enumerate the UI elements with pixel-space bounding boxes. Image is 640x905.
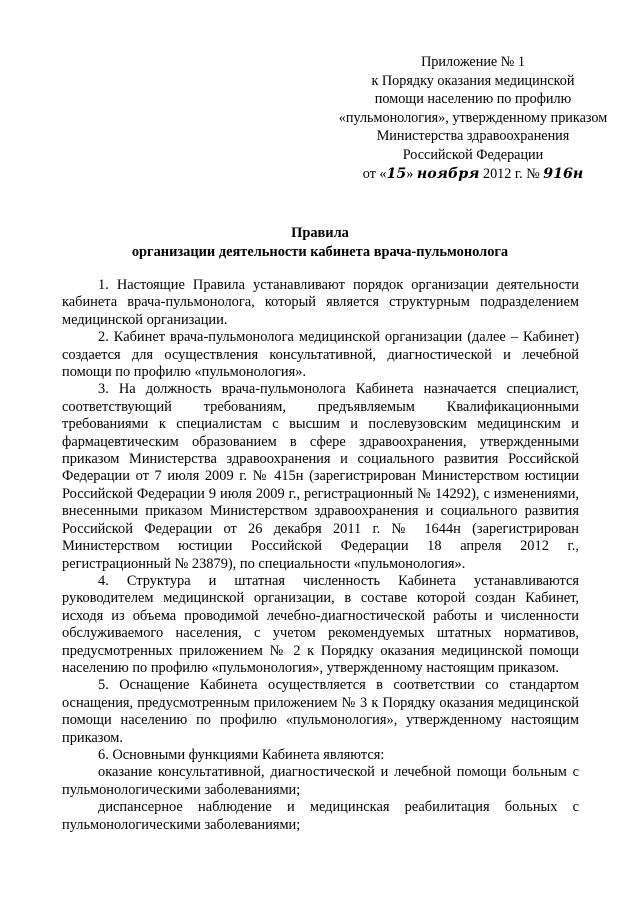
appendix-number: Приложение № 1 [421,54,525,70]
paragraph-6: 6. Основными функциями Кабинета являются: [98,746,385,763]
appendix-ref-line-3: «пульмонология», утвержденному приказом [338,109,608,126]
appendix-ref-line-1: к Порядку оказания медицинской [371,72,575,89]
paragraph-1: 1. Настоящие Правила устанавливают порядок организации деятельности кабинета врача-пульмонолога, который является структурным подразделением медицинской организации. [62,277,579,328]
date-mid: » [406,165,417,182]
appendix-ref-line-5: Российской Федерации [402,146,544,163]
function-item-2: диспансерное наблюдение и медицинская реабилитация больных с пульмонологическими заболеваниями; [62,799,579,833]
function-item-1: оказание консультативной, диагностической и лечебной помощи больным с пульмонологическими заболеваниями; [62,764,579,798]
title-line-2: организации деятельности кабинета врача-пульмонолога [131,244,509,260]
title-line-1: Правила [291,225,349,241]
document-title [60,224,580,262]
handwritten-day: 15 [386,165,407,182]
document-body [62,277,579,834]
paragraph-4: 4. Структура и штатная численность Кабинета устанавливаются руководителем медицинской организации, в составе которой создан Кабинет, исходя из объема проводимой лечебно-диагностической работы и численности обслуживаемого населения, с учетом рекомендуемых штатных нормативов, предусмотренных приложением № 2 к Порядку оказания медицинской помощи населению по профилю «пульмонология», утвержденному настоящим приказом. [62,572,579,676]
appendix-ref-line-4: Министерства здравоохранения [376,128,570,145]
appendix-header [330,53,616,183]
date-year: 2012 г. № [479,165,544,182]
appendix-date-line [330,165,616,184]
paragraph-2: 2. Кабинет врача-пульмонолога медицинской организации (далее – Кабинет) создается для осуществления консультативной, диагностической и лечебной помощи по профилю «пульмонология». [62,329,579,381]
date-prefix: от « [362,165,387,182]
appendix-ref-line-2: помощи населению по профилю [374,91,572,108]
handwritten-number: 916н [543,165,584,182]
paragraph-5: 5. Оснащение Кабинета осуществляется в соответствии со стандартом оснащения, предусмотренным приложением № 3 к Порядку оказания медицинской помощи населению по профилю «пульмонология», утвержденному настоящим приказом. [62,677,579,746]
handwritten-month: ноября [416,165,480,182]
paragraph-3: 3. На должность врача-пульмонолога Кабинета назначается специалист, соответствующий требованиям, предъявляемым Квалификационными требованиями к специалистам с высшим и послевузовским медицинским и фармацевтическим образованием в сфере здравоохранения, утвержденными приказом Министерства здравоохранения и социального развития Российской Федерации от 7 июля 2009 г. № 415н (зарегистрирован Министерством юстиции Российской Федерации 9 июля 2009 г., регистрационный № 14292), с изменениями, внесенными приказом Министерством здравоохранения и социального развития Российской Федерации от 26 декабря 2011 г. № 1644н (зарегистрирован Министерством юстиции Российской Федерации 18 апреля 2012 г., регистрационный № 23879), по специальности «пульмонология». [62,381,579,572]
